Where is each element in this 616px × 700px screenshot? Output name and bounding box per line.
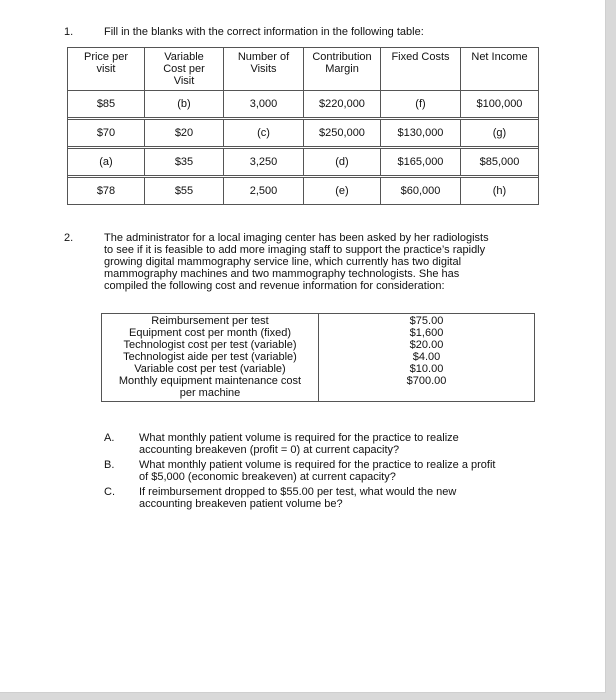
cost-label: Technologist aide per test (variable) — [123, 351, 297, 363]
table-cell: $85 — [68, 91, 145, 118]
table-row — [102, 314, 535, 402]
cost-value: $700.00 — [406, 375, 447, 387]
table-row — [68, 120, 539, 147]
table-cell: $100,000 — [461, 91, 539, 118]
cost-value: $20.00 — [409, 339, 444, 351]
prompt-line: The administrator for a local imaging center has been asked by her radiologists — [104, 232, 489, 244]
prompt-line: to see if it is feasible to add more imaging staff to support the practice’s rapidly — [104, 244, 486, 256]
table-row — [68, 91, 539, 118]
header-price-per-visit: Price per visit — [68, 48, 145, 91]
prompt-line: mammography machines and two mammography technologists. She has — [104, 268, 460, 280]
table-cell: 2,500 — [224, 178, 304, 205]
subquestion-line: of $5,000 (economic breakeven) at current capacity? — [139, 471, 396, 483]
table-cell: $55 — [145, 178, 224, 205]
table-cell: $20 — [145, 120, 224, 147]
question-2-number: 2. — [64, 232, 74, 244]
table-cell: (d) — [304, 149, 381, 176]
table-cell: $60,000 — [381, 178, 461, 205]
header-net-income: Net Income — [461, 48, 539, 91]
header-number-of-visits: Number of Visits — [224, 48, 304, 91]
subquestion-line: accounting breakeven patient volume be? — [139, 498, 343, 510]
prompt-line: growing digital mammography service line, which currently has two digital — [104, 256, 462, 268]
subquestion-a-text — [139, 432, 459, 456]
table-cell: (c) — [224, 120, 304, 147]
subquestion-b-text — [139, 459, 495, 483]
table-cell: $35 — [145, 149, 224, 176]
cost-value: $4.00 — [412, 351, 441, 363]
table-row — [68, 149, 539, 176]
cost-labels-cell — [102, 314, 319, 402]
fill-in-table — [67, 47, 539, 205]
cost-label: Reimbursement per test — [151, 315, 269, 327]
cost-revenue-table — [101, 313, 535, 402]
question-1-prompt: Fill in the blanks with the correct information in the following table: — [104, 26, 424, 38]
cost-value: $10.00 — [409, 363, 444, 375]
subquestion-c-letter: C. — [104, 486, 115, 498]
header-variable-cost: Variable Cost per Visit — [145, 48, 224, 91]
cost-values-cell — [319, 314, 535, 402]
cost-value: $75.00 — [409, 315, 444, 327]
table-cell: (h) — [461, 178, 539, 205]
subquestion-b-letter: B. — [104, 459, 115, 471]
header-contribution-margin: Contribution Margin — [304, 48, 381, 91]
table-cell: $220,000 — [304, 91, 381, 118]
subquestion-line: If reimbursement dropped to $55.00 per test, what would the new — [139, 486, 457, 498]
cost-label: Equipment cost per month (fixed) — [128, 327, 292, 339]
question-1-number: 1. — [64, 26, 74, 38]
prompt-line: compiled the following cost and revenue information for consideration: — [104, 280, 445, 292]
table-cell: (g) — [461, 120, 539, 147]
table-cell: $78 — [68, 178, 145, 205]
table-cell: $85,000 — [461, 149, 539, 176]
table-cell: (b) — [145, 91, 224, 118]
table-header-row — [68, 48, 539, 91]
header-fixed-costs: Fixed Costs — [381, 48, 461, 91]
subquestion-line: accounting breakeven (profit = 0) at current capacity? — [139, 444, 400, 456]
cost-label: Monthly equipment maintenance cost — [118, 375, 302, 387]
table-cell: 3,000 — [224, 91, 304, 118]
question-2-prompt — [104, 232, 489, 292]
table-cell: (e) — [304, 178, 381, 205]
table-cell: 3,250 — [224, 149, 304, 176]
cost-label: Technologist cost per test (variable) — [123, 339, 297, 351]
cost-label: Variable cost per test (variable) — [134, 363, 286, 375]
table-cell: (f) — [381, 91, 461, 118]
subquestion-line: What monthly patient volume is required for the practice to realize — [139, 432, 459, 444]
table-cell: $250,000 — [304, 120, 381, 147]
table-cell: (a) — [68, 149, 145, 176]
subquestion-a-letter: A. — [104, 432, 115, 444]
cost-label: per machine — [179, 387, 241, 399]
table-cell: $165,000 — [381, 149, 461, 176]
subquestion-c-text — [139, 486, 456, 510]
table-cell: $130,000 — [381, 120, 461, 147]
subquestion-line: What monthly patient volume is required for the practice to realize a profit — [139, 459, 496, 471]
cost-value: $1,600 — [409, 327, 444, 339]
table-cell: $70 — [68, 120, 145, 147]
table-row — [68, 178, 539, 205]
